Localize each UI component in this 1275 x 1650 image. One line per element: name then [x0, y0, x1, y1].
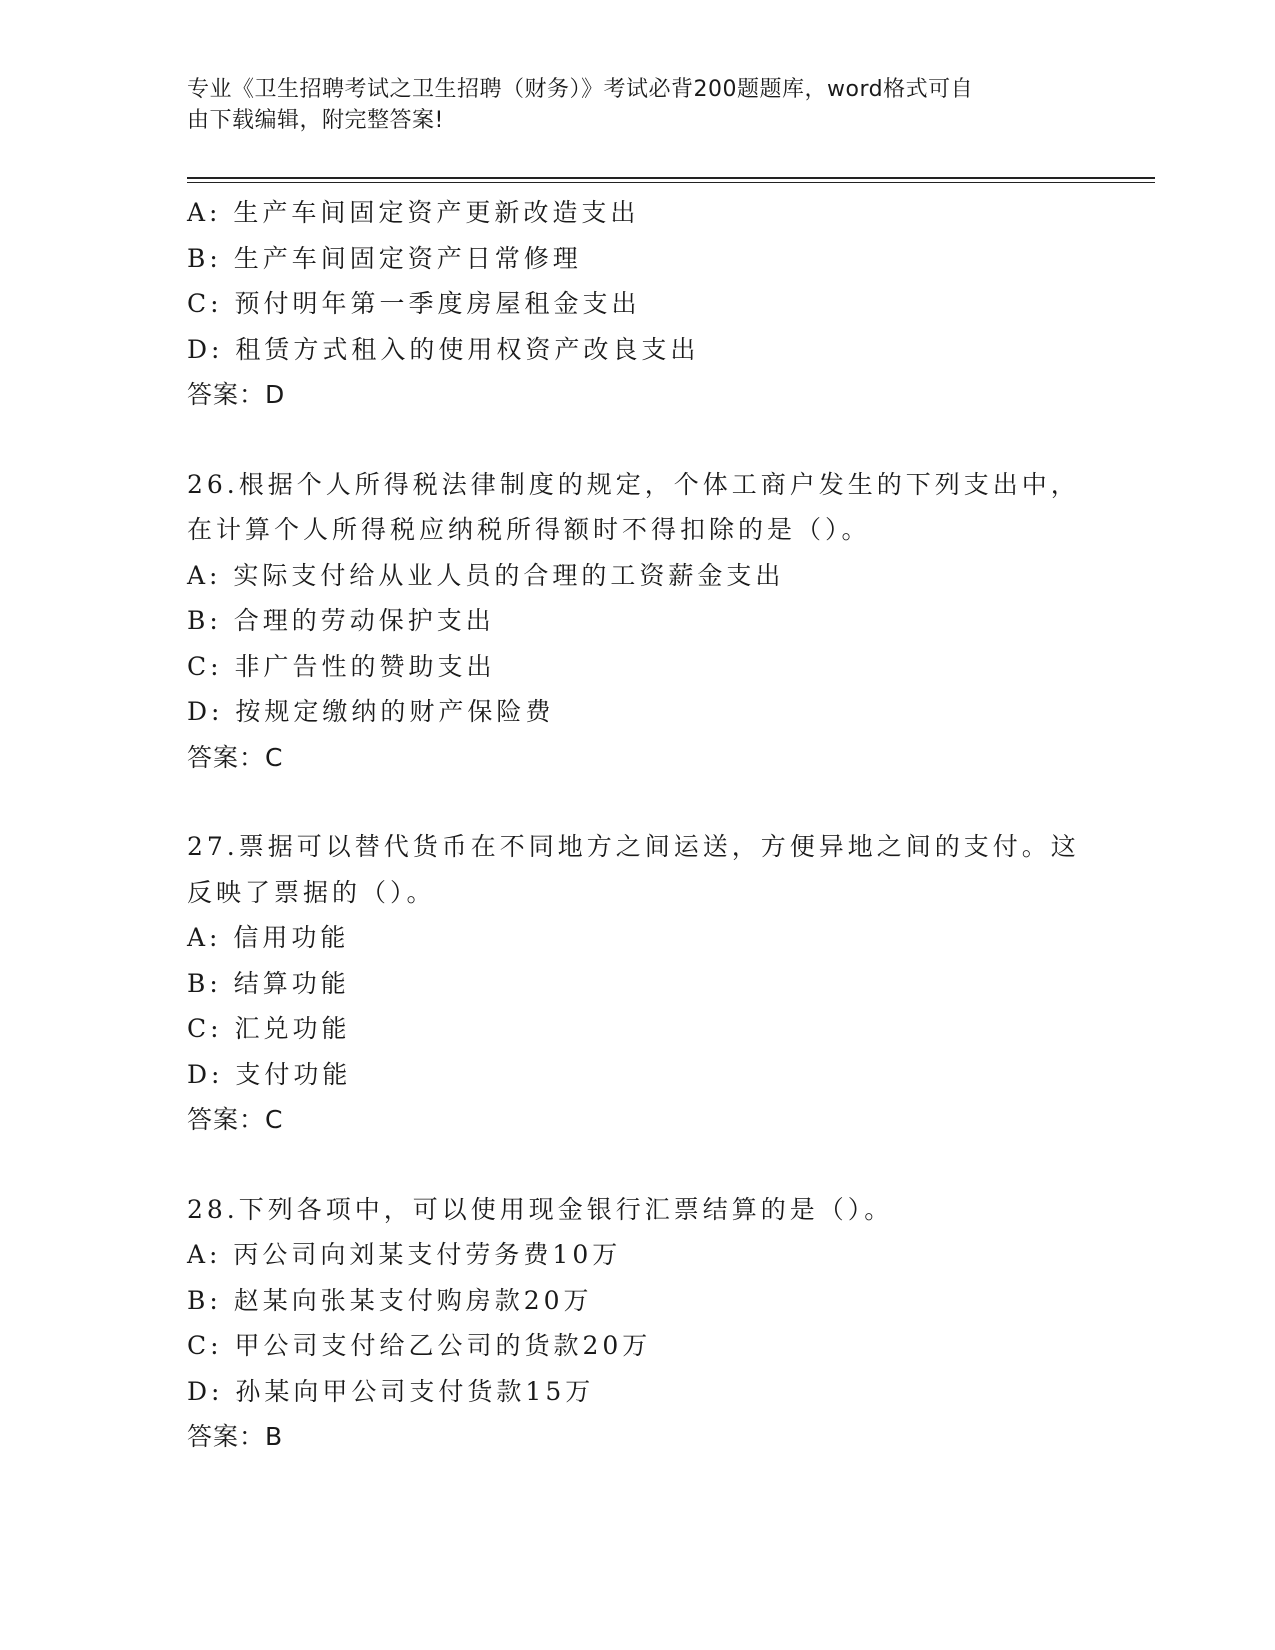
- answer: 答案：B: [187, 1422, 284, 1451]
- question-text-line: 反映了票据的（）。: [187, 877, 436, 907]
- document-header: [187, 74, 1067, 136]
- option-d: D: 支付功能: [187, 1059, 352, 1089]
- option-c: C: 甲公司支付给乙公司的货款20万: [187, 1331, 652, 1360]
- option-c: C: 非广告性的赞助支出: [187, 651, 496, 681]
- option-b: B: 生产车间固定资产日常修理: [187, 243, 582, 273]
- option-a: A: 丙公司向刘某支付劳务费10万: [187, 1240, 622, 1269]
- question-text-line: 27.票据可以替代货币在不同地方之间运送，方便异地之间的支付。这: [187, 832, 1080, 861]
- option-d: D: 按规定缴纳的财产保险费: [187, 697, 555, 726]
- question-25-continuation: [187, 190, 1087, 418]
- question-text-line: 28.下列各项中，可以使用现金银行汇票结算的是（）。: [187, 1194, 894, 1224]
- header-divider-thick: [187, 177, 1155, 179]
- option-b: B: 合理的劳动保护支出: [187, 606, 495, 635]
- question-text-line: 在计算个人所得税应纳税所得额时不得扣除的是（）。: [187, 515, 871, 544]
- option-c: C: 汇兑功能: [187, 1014, 351, 1043]
- question-text-line: 26.根据个人所得税法律制度的规定，个体工商户发生的下列支出中，: [187, 469, 1080, 499]
- option-c: C: 预付明年第一季度房屋租金支出: [187, 289, 641, 318]
- header-divider-thin: [187, 182, 1155, 183]
- question-26: [187, 462, 1087, 781]
- option-a: A: 生产车间固定资产更新改造支出: [187, 198, 640, 227]
- header-line-1: 专业《卫生招聘考试之卫生招聘（财务）》考试必背200题题库，word格式可自: [187, 77, 974, 102]
- answer: 答案：C: [187, 742, 284, 772]
- option-b: B: 结算功能: [187, 968, 350, 998]
- question-28: [187, 1187, 1087, 1460]
- question-27: [187, 824, 1087, 1143]
- answer: 答案：C: [187, 1105, 284, 1134]
- answer: 答案：D: [187, 380, 286, 409]
- option-b: B: 赵某向张某支付购房款20万: [187, 1285, 593, 1315]
- option-d: D: 孙某向甲公司支付货款15万: [187, 1376, 595, 1406]
- option-a: A: 实际支付给从业人员的合理的工资薪金支出: [187, 560, 785, 590]
- question-list: [187, 190, 1087, 1460]
- option-d: D: 租赁方式租入的使用权资产改良支出: [187, 334, 700, 364]
- option-a: A: 信用功能: [187, 923, 350, 952]
- header-line-2: 由下载编辑，附完整答案!: [187, 108, 444, 133]
